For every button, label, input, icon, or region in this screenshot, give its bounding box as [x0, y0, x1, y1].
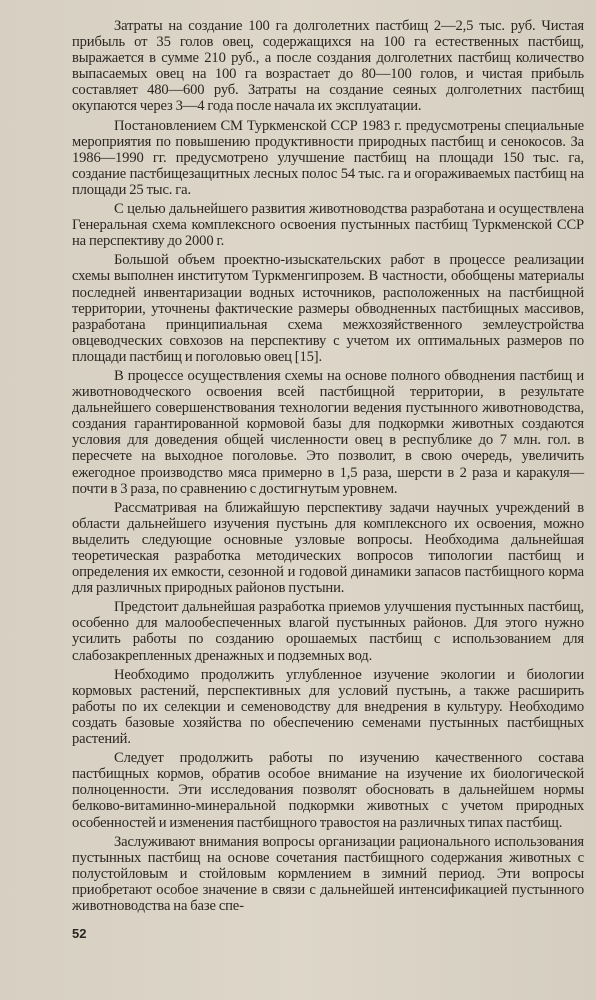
paragraph-2: Постановлением СМ Туркменской ССР 1983 г. предусмотрены специальные мероприятия по повышению продуктивности природных пастбищ и сенокосов. За 1986—1990 гг. предусмотрено улучшение пастбищ на площади 150 тыс. га, создание пастбищезащитных лесных полос 54 тыс. га и огораживаемых пастбищ на площади 25 тыс. га.	[72, 117, 584, 198]
paragraph-7: Предстоит дальнейшая разработка приемов улучшения пустынных пастбищ, особенно для малообеспеченных влагой пустынных районов. Для этого нужно усилить работы по созданию орошаемых пастбищ с использованием для слабозакрепленных дренажных и подземных вод.	[72, 599, 584, 664]
paragraph-8: Необходимо продолжить углубленное изучение экологии и биологии кормовых растений, перспективных для условий пустынь, а также расширить работы по их селекции и семеноводству для внедрения в культуру. Необходимо создать базовые хозяйства по обеспечению семенами пустынных пастбищных растений.	[72, 666, 584, 748]
paragraph-5: В процессе осуществления схемы на основе полного обводнения пастбищ и животноводческого освоения всей пастбищной территории, в результате дальнейшего совершенствования технологии ведения пустынного животноводства, создания гарантированной кормовой базы для подкормки животных создаются условия для доведения общей численности овец в республике до 7 млн. гол. в пересчете на выходное поголовье. Это позволит, в свою очередь, увеличить ежегодное производство мяса примерно в 1,5 раза, шерсти в 2 раза и каракуля—почти в 3 раза, по сравнению с достигнутым уровнем.	[72, 367, 584, 497]
page-number: 52	[72, 926, 87, 941]
paragraph-3: С целью дальнейшего развития животноводства разработана и осуществлена Генеральная схема комплексного освоения пустынных пастбищ Туркменской ССР на перспективу до 2000 г.	[72, 201, 584, 250]
paragraph-10: Заслуживают внимания вопросы организации рационального использования пустынных пастбищ на основе сочетания пастбищного содержания животных с полустойловым и стойловым кормлением в зимний период. Эти вопросы приобретают особое значение в связи с дальнейшей интенсификацией пустынного животноводства на базе спе-	[72, 833, 584, 914]
paragraph-4: Большой объем проектно-изыскательских работ в процессе реализации схемы выполнен институтом Туркменгипрозем. В частности, обобщены материалы последней инвентаризации водных источников, расположенных на пастбищной территории, уточнены фактические размеры обводненных пастбищных массивов, разработана принципиальная схема межхозяйственного землеустройства овцеводческих совхозов на перспективу с учетом их оптимальных размеров по площади пастбищ и поголовью овец [15].	[72, 252, 584, 365]
paragraph-9: Следует продолжить работы по изучению качественного состава пастбищных кормов, обратив особое внимание на изучение их биологической полноценности. Эти исследования позволят обосновать в дальнейшем нормы белково-витаминно-минеральной подкормки животных с учетом природных особенностей и изменения пастбищного травостоя на различных типах пастбищ.	[72, 750, 584, 831]
paragraph-6: Рассматривая на ближайшую перспективу задачи научных учреждений в области дальнейшего изучения пустынь для комплексного их освоения, можно выделить следующие основные узловые вопросы. Необходима дальнейшая теоретическая разработка методических вопросов типологии пастбищ и определения их емкости, сезонной и годовой динамики запасов пастбищного корма для различных природных районов пустыни.	[72, 499, 584, 597]
body-text	[72, 18, 584, 914]
paragraph-1: Затраты на создание 100 га долголетних пастбищ 2—2,5 тыс. руб. Чистая прибыль от 35 голов овец, содержащихся на 100 га естественных пастбищ, выражается в сумме 210 руб., а после создания долголетних пастбищ количество выпасаемых овец на 100 га возрастает до 80—100 голов, и чистая прибыль составляет 480—600 руб. Затраты на создание сеяных долголетних пастбищ окупаются через 3—4 года после начала их эксплуатации.	[72, 18, 584, 115]
